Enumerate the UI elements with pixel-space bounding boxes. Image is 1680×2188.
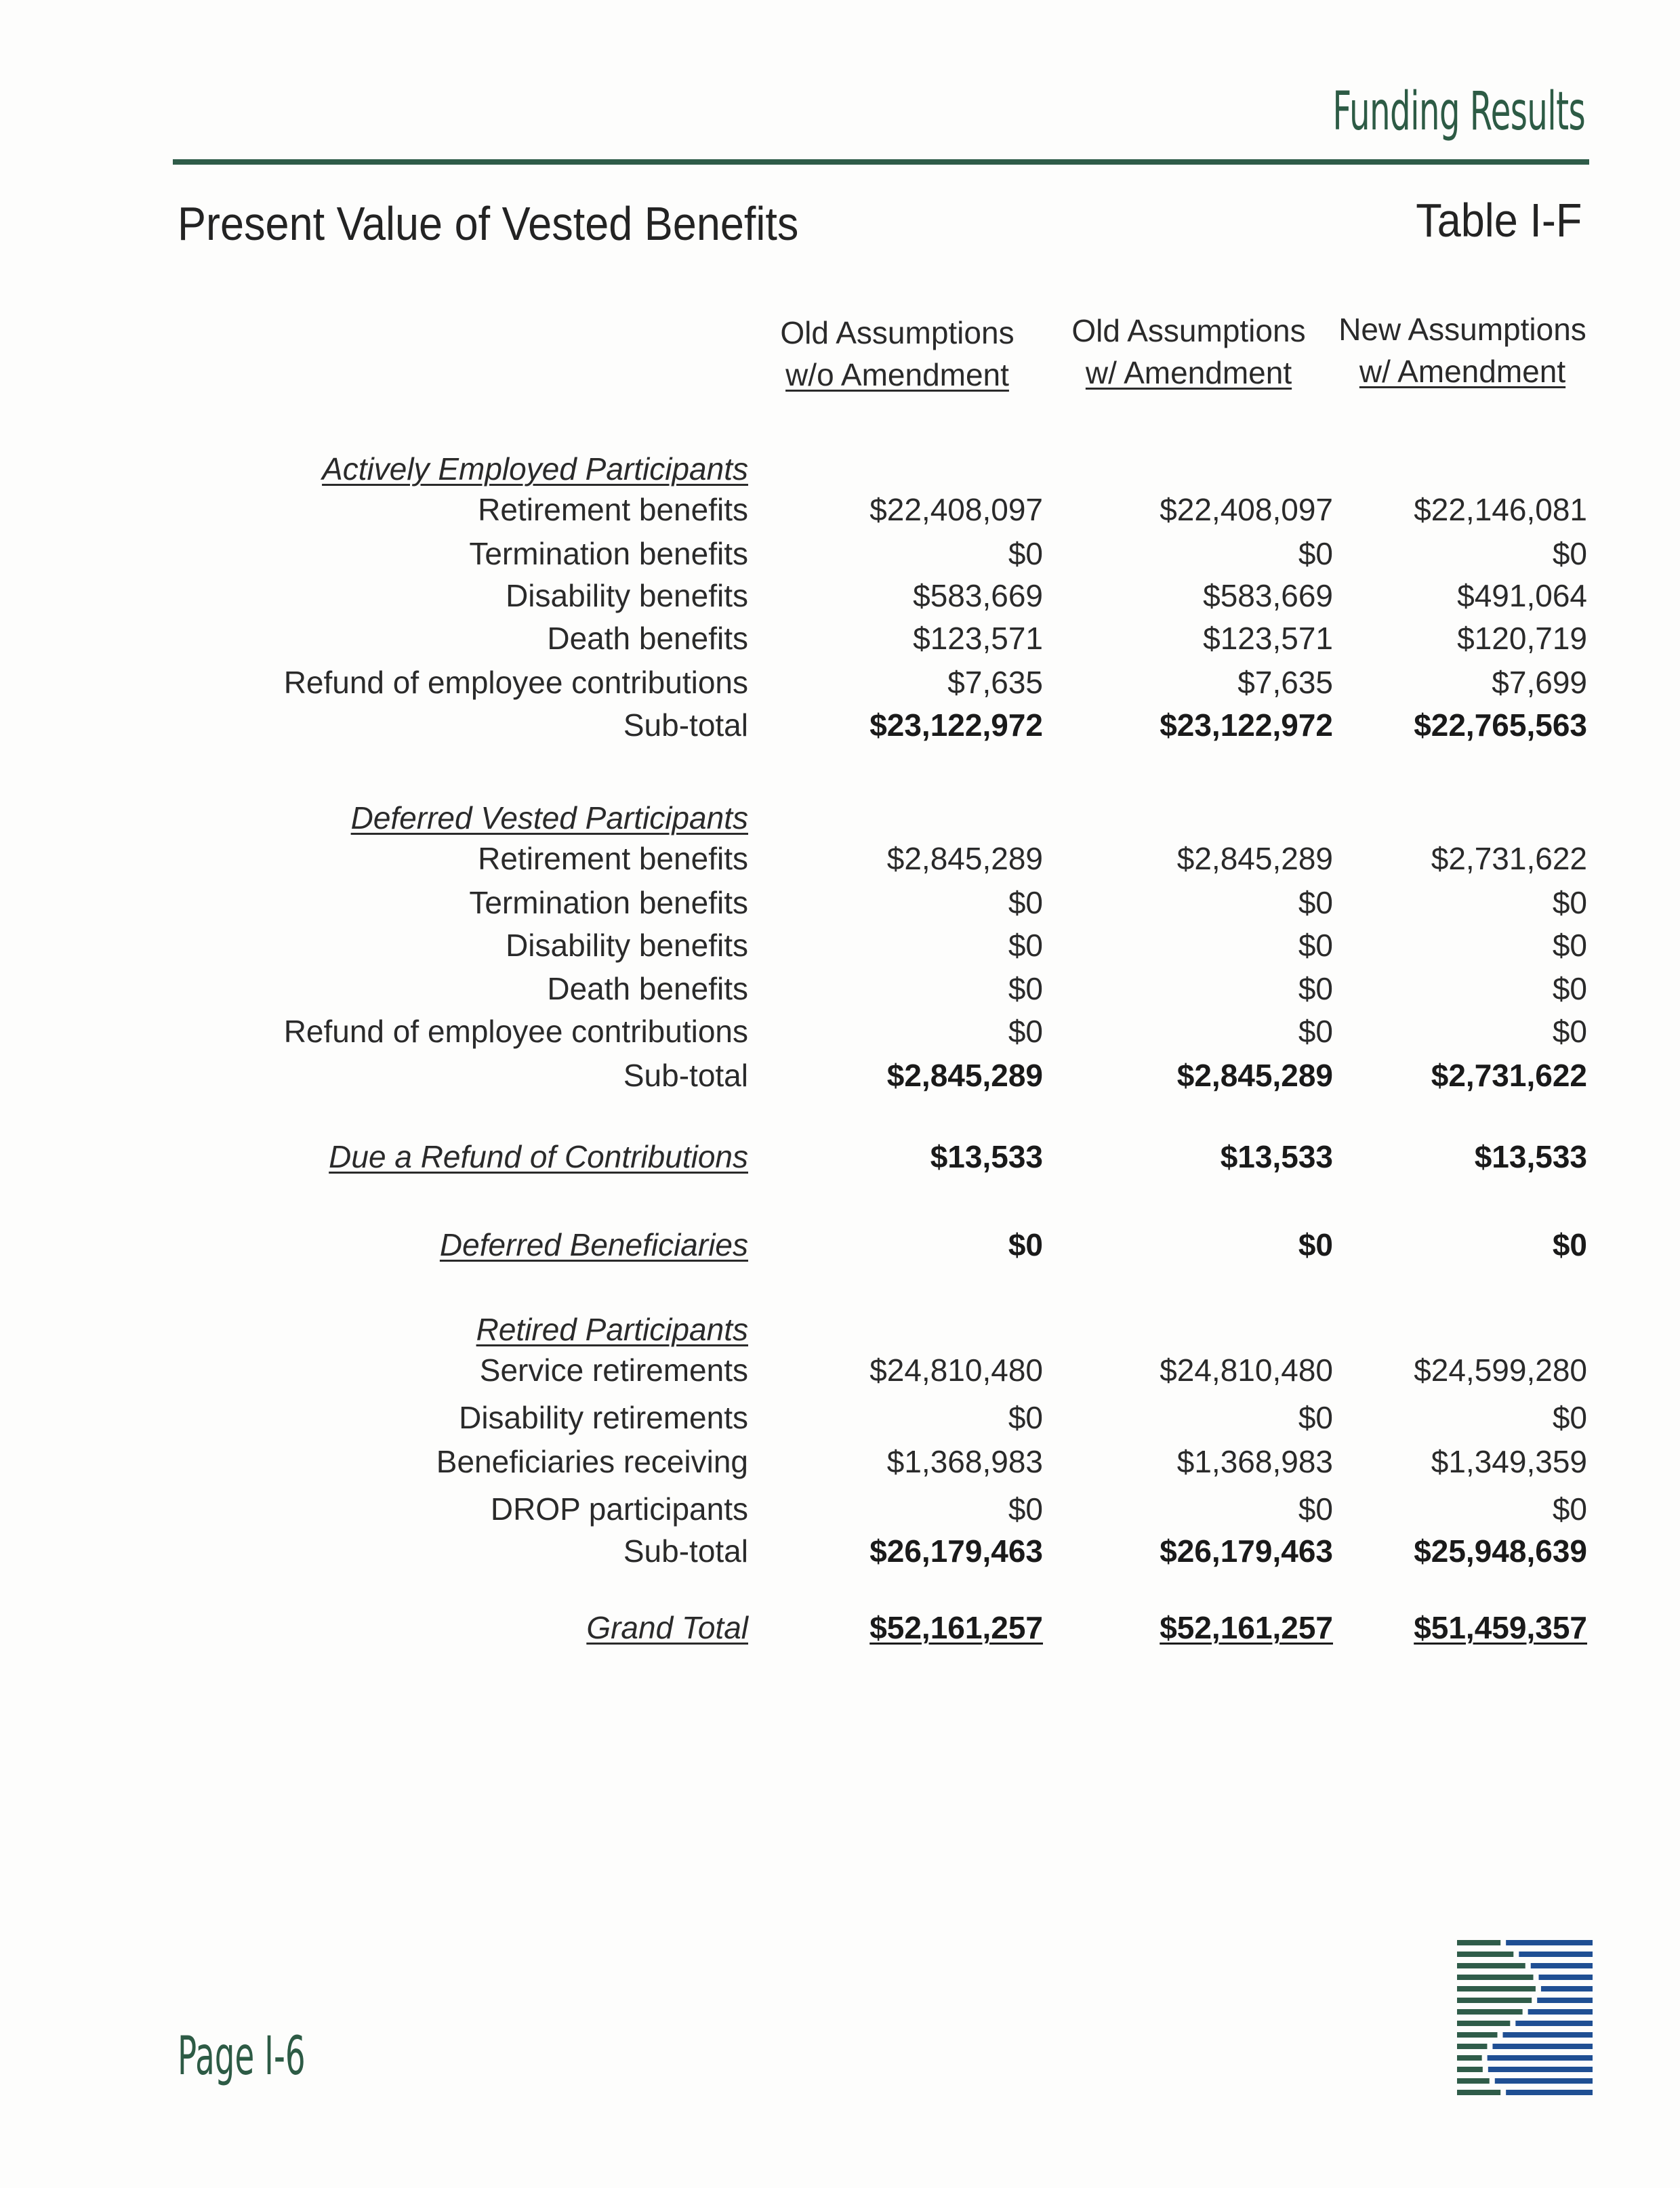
table-row — [0, 1057, 1680, 1100]
row-value-col3: $2,731,622 — [1431, 1058, 1587, 1093]
row-label: Due a Refund of Contributions — [329, 1139, 748, 1174]
column-header-2 — [1040, 310, 1338, 394]
row-label: Beneficiaries receiving — [436, 1444, 748, 1479]
row-value-col2: $1,368,983 — [1176, 1444, 1333, 1479]
row-value-col2: $22,408,097 — [1160, 492, 1333, 527]
row-value-col2: $26,179,463 — [1160, 1533, 1333, 1569]
row-value-col3: $51,459,357 — [1414, 1610, 1587, 1645]
table-row — [0, 884, 1680, 928]
column-header-1 — [748, 312, 1046, 396]
table-row — [0, 1491, 1680, 1534]
row-value-col2: $0 — [1298, 885, 1333, 920]
row-value-col1: $0 — [1008, 885, 1043, 920]
row-value-col2: $0 — [1298, 1227, 1333, 1262]
row-value-col2: $2,845,289 — [1176, 841, 1333, 876]
table-row — [0, 1533, 1680, 1576]
row-label: Death benefits — [547, 621, 748, 656]
table-row — [0, 664, 1680, 707]
row-value-col2: $2,845,289 — [1176, 1058, 1333, 1093]
row-value-col1: $13,533 — [930, 1139, 1043, 1174]
column-header-3 — [1313, 308, 1612, 392]
row-value-col1: $0 — [1008, 1400, 1043, 1435]
table-row — [0, 1013, 1680, 1056]
row-value-col3: $0 — [1552, 536, 1587, 571]
row-value-col2: $0 — [1298, 971, 1333, 1006]
row-value-col1: $583,669 — [913, 578, 1043, 613]
page-number: Page I-6 — [178, 2026, 306, 2087]
row-value-col3: $0 — [1552, 1491, 1587, 1527]
row-value-col3: $0 — [1552, 1014, 1587, 1049]
row-value-col3: $25,948,639 — [1414, 1533, 1587, 1569]
row-label: Death benefits — [547, 971, 748, 1006]
table-row — [0, 577, 1680, 621]
table-row — [0, 1226, 1680, 1270]
page-title: Present Value of Vested Benefits — [178, 197, 799, 250]
row-value-col2: $0 — [1298, 536, 1333, 571]
column-header-2-line1: Old Assumptions — [1071, 313, 1306, 348]
row-value-col1: $1,368,983 — [886, 1444, 1043, 1479]
table-row — [0, 1138, 1680, 1182]
row-value-col1: $0 — [1008, 536, 1043, 571]
table-row — [0, 1311, 1680, 1355]
row-label: Deferred Vested Participants — [350, 800, 748, 835]
row-value-col1: $0 — [1008, 971, 1043, 1006]
row-label: Termination benefits — [469, 885, 748, 920]
row-label: Service retirements — [479, 1353, 748, 1388]
table-row — [0, 1399, 1680, 1443]
row-label: DROP participants — [490, 1491, 748, 1527]
row-label: Actively Employed Participants — [322, 451, 748, 487]
row-value-col2: $0 — [1298, 1014, 1333, 1049]
row-value-col1: $0 — [1008, 1014, 1043, 1049]
row-value-col2: $13,533 — [1220, 1139, 1333, 1174]
row-value-col3: $13,533 — [1474, 1139, 1587, 1174]
row-value-col3: $0 — [1552, 1400, 1587, 1435]
row-value-col1: $0 — [1008, 1227, 1043, 1262]
row-value-col3: $0 — [1552, 885, 1587, 920]
table-row — [0, 707, 1680, 750]
row-value-col3: $22,765,563 — [1414, 707, 1587, 743]
row-value-col1: $123,571 — [913, 621, 1043, 656]
row-label: Retirement benefits — [478, 492, 748, 527]
row-label: Disability benefits — [506, 928, 748, 963]
company-logo-icon — [1457, 1935, 1593, 2104]
row-value-col2: $7,635 — [1237, 665, 1333, 700]
row-value-col3: $0 — [1552, 971, 1587, 1006]
column-header-3-line2: w/ Amendment — [1359, 354, 1566, 389]
column-header-1-line1: Old Assumptions — [780, 315, 1015, 350]
row-value-col2: $0 — [1298, 1400, 1333, 1435]
row-value-col1: $52,161,257 — [869, 1610, 1043, 1645]
row-value-col2: $123,571 — [1203, 621, 1333, 656]
row-value-col3: $2,731,622 — [1431, 841, 1587, 876]
row-label: Disability benefits — [506, 578, 748, 613]
row-value-col3: $24,599,280 — [1414, 1353, 1587, 1388]
row-value-col2: $0 — [1298, 1491, 1333, 1527]
table-number: Table I-F — [1415, 194, 1582, 247]
section-name: Funding Results — [1332, 81, 1585, 142]
row-value-col1: $2,845,289 — [886, 841, 1043, 876]
table-row — [0, 1609, 1680, 1653]
column-header-2-line2: w/ Amendment — [1085, 355, 1292, 390]
row-value-col3: $22,146,081 — [1414, 492, 1587, 527]
row-value-col3: $120,719 — [1457, 621, 1587, 656]
table-row — [0, 927, 1680, 970]
row-label: Deferred Beneficiaries — [439, 1227, 748, 1262]
row-label: Retirement benefits — [478, 841, 748, 876]
table-row — [0, 840, 1680, 884]
row-label: Sub-total — [623, 1058, 748, 1093]
row-value-col1: $2,845,289 — [886, 1058, 1043, 1093]
row-value-col3: $1,349,359 — [1431, 1444, 1587, 1479]
row-value-col1: $24,810,480 — [869, 1353, 1043, 1388]
table-row — [0, 1352, 1680, 1395]
table-row — [0, 451, 1680, 494]
row-value-col2: $583,669 — [1203, 578, 1333, 613]
header-rule — [173, 159, 1589, 165]
row-value-col1: $7,635 — [947, 665, 1043, 700]
table-row — [0, 970, 1680, 1014]
row-label: Grand Total — [586, 1610, 748, 1645]
row-label: Disability retirements — [459, 1400, 748, 1435]
row-label: Refund of employee contributions — [283, 1014, 748, 1049]
table-row — [0, 620, 1680, 663]
row-value-col1: $0 — [1008, 1491, 1043, 1527]
row-label: Sub-total — [623, 707, 748, 743]
row-value-col1: $22,408,097 — [869, 492, 1043, 527]
row-value-col1: $26,179,463 — [869, 1533, 1043, 1569]
row-value-col3: $0 — [1552, 1227, 1587, 1262]
row-value-col2: $24,810,480 — [1160, 1353, 1333, 1388]
row-label: Refund of employee contributions — [283, 665, 748, 700]
row-value-col3: $0 — [1552, 928, 1587, 963]
row-value-col1: $0 — [1008, 928, 1043, 963]
row-label: Termination benefits — [469, 536, 748, 571]
row-value-col2: $23,122,972 — [1160, 707, 1333, 743]
table-row — [0, 491, 1680, 535]
column-header-1-line2: w/o Amendment — [785, 357, 1009, 392]
row-label: Retired Participants — [476, 1312, 748, 1347]
row-value-col2: $0 — [1298, 928, 1333, 963]
row-value-col3: $7,699 — [1492, 665, 1587, 700]
row-value-col1: $23,122,972 — [869, 707, 1043, 743]
table-row — [0, 535, 1680, 579]
row-value-col3: $491,064 — [1457, 578, 1587, 613]
column-header-3-line1: New Assumptions — [1338, 312, 1586, 347]
table-row — [0, 1443, 1680, 1487]
row-value-col2: $52,161,257 — [1160, 1610, 1333, 1645]
row-label: Sub-total — [623, 1533, 748, 1569]
table-row — [0, 800, 1680, 843]
